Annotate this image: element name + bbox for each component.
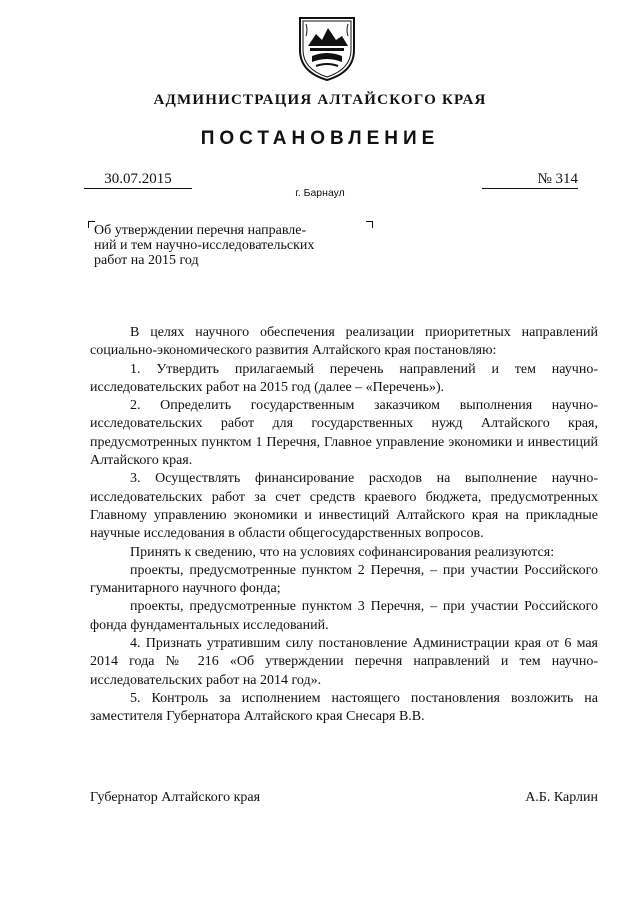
subject-line: ний и тем научно-исследовательских (94, 238, 315, 253)
body-paragraph: проекты, предусмотренные пунктом 2 Перечня, – при участии Российского гуманитарного научного фонда; (90, 562, 598, 597)
coat-of-arms-emblem (292, 10, 362, 84)
document-number: № 314 (482, 170, 578, 189)
document-city: г. Барнаул (295, 187, 345, 199)
body-paragraph: проекты, предусмотренные пунктом 3 Перечня, – при участии Российского фонда фундаментальных исследований. (90, 599, 598, 633)
document-body (90, 324, 598, 727)
organization-title: АДМИНИСТРАЦИЯ АЛТАЙСКОГО КРАЯ (153, 92, 487, 108)
document-subject (94, 223, 364, 268)
subject-line: Об утверждении перечня направле- (94, 223, 307, 238)
body-paragraph: 2. Определить государственным заказчиком выполнения научно-исследовательских работ для государственных нужд Алтайского края, предусмотренных пунктом 1 Перечня, Главное управление экономики и инвестиций Алтайского края. (90, 398, 598, 469)
body-paragraph: 5. Контроль за исполнением настоящего постановления возложить на заместителя Губернатора Алтайского края Снесаря В.В. (90, 690, 598, 725)
body-paragraph: Принять к сведению, что на условиях софинансирования реализуются: (130, 544, 555, 560)
subject-line: работ на 2015 год (94, 253, 199, 268)
document-date: 30.07.2015 (84, 170, 192, 189)
signer-title: Губернатор Алтайского края (90, 790, 261, 805)
body-paragraph: 1. Утвердить прилагаемый перечень направлений и тем научно-исследовательских работ на 2015 год (далее – «Перечень»). (90, 361, 598, 395)
document-type-title: ПОСТАНОВЛЕНИЕ (200, 128, 440, 149)
body-paragraph: 4. Признать утратившим силу постановление Администрации края от 6 мая 2014 года № 216 «Об утверждении перечня направлений и тем научно-исследовательских работ на 2014 год». (90, 636, 598, 688)
signer-name: А.Б. Карлин (525, 790, 598, 805)
body-paragraph: В целях научного обеспечения реализации приоритетных направлений социально-экономического развития Алтайского края постановляю: (90, 325, 598, 359)
subject-corner-right (366, 221, 373, 228)
body-paragraph: 3. Осуществлять финансирование расходов на выполнение научно-исследовательских работ за счет средств краевого бюджета, предусмотренных Главному управлению экономики и инвестиций Алтайского края на прикладные научные исследования в области общегосударственных вопросов. (90, 471, 598, 542)
